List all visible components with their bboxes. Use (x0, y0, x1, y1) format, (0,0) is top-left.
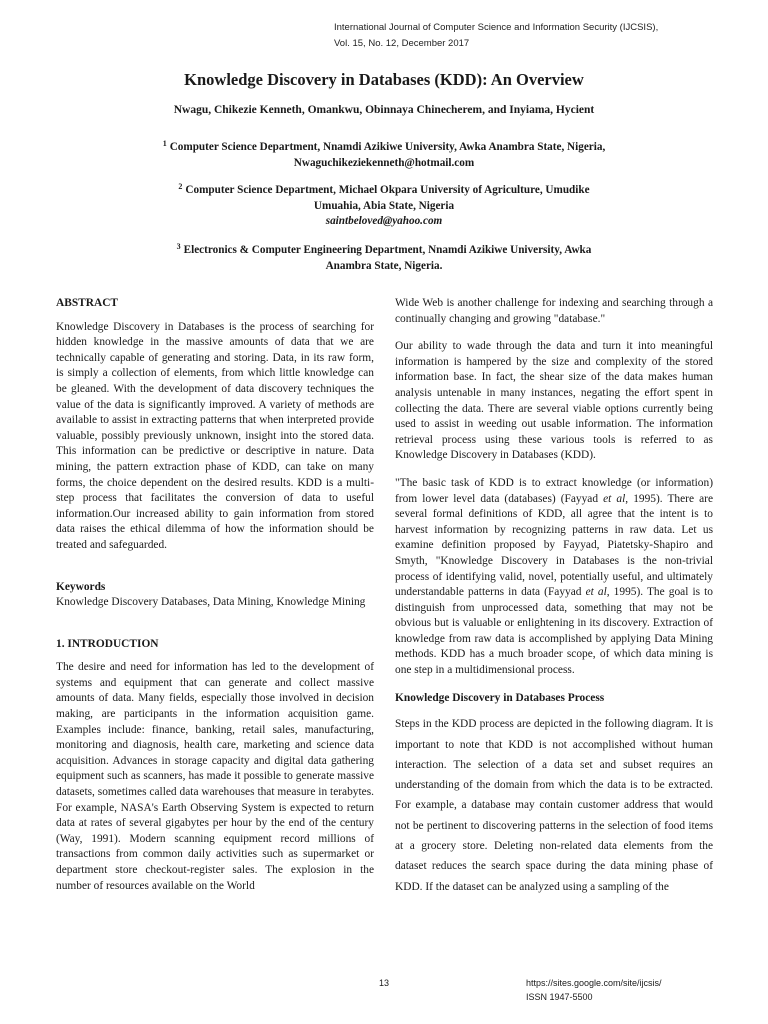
affiliation-2-number: 2 (178, 182, 183, 191)
affiliation-3-line1: Electronics & Computer Engineering Department, Nnamdi Azikiwe University, Awka (183, 244, 592, 256)
citation-et-al-2: et al (585, 586, 607, 599)
footer-info (526, 976, 662, 1004)
paper-title: Knowledge Discovery in Databases (KDD): An Overview (184, 70, 584, 89)
affiliation-3-number: 3 (176, 242, 181, 251)
affiliation-1 (120, 136, 648, 171)
journal-header-line1: International Journal of Computer Science and Information Security (IJCSIS), (334, 22, 659, 33)
abstract-text: Knowledge Discovery in Databases is the process of searching for hidden knowledge in the massive amounts of data that we are technically capable of generating and storing. Data, in its raw form, is simply a collection of elements, from which little knowledge can be gleaned. With the development of data discovery techniques the value of the data is significantly improved. A variety of methods are available to assist in extracting patterns that when interpreted provide valuable, possibly previously unknown, insight into the stored data. This information can be predictive or descriptive in nature. Data mining, the pattern extraction phase of KDD, can take on many forms, the choice dependent on the desired results. KDD is a multi-step process that facilitates the conversion of data to useful information.Our increased ability to gain information from stored data raises the ethical dilemma of how the information should be treated and safeguarded. (56, 320, 374, 551)
affiliation-2-line1: Computer Science Department, Michael Okpara University of Agriculture, Umudike (185, 184, 590, 196)
kdd-definition-paragraph (395, 476, 713, 679)
affiliation-3 (120, 239, 648, 274)
kdd-definition-part3: , 1995). The goal is to distinguish from unprocessed data, something that may not be obvious but is valuable or enlightening in its discovery. Extraction of knowledge from raw data is accomplished by applying Data Mining methods. KDD has a much broader scope, of which data mining is one step in a multidimensional process. (395, 586, 713, 677)
kdd-process-heading: Knowledge Discovery in Databases Process (395, 691, 605, 704)
author-list: Nwagu, Chikezie Kenneth, Omankwu, Obinnaya Chinecherem, and Inyiama, Hycient (173, 104, 595, 116)
page-number: 13 (379, 978, 390, 988)
footer-issn: ISSN 1947-5500 (526, 992, 593, 1002)
journal-header-line2: Vol. 15, No. 12, December 2017 (334, 38, 470, 49)
affiliation-3-line2: Anambra State, Nigeria. (325, 259, 443, 272)
kdd-process-paragraph: Steps in the KDD process are depicted in the following diagram. It is important to note that KDD is not accomplished without human interaction. The selection of a data set and subset requires an understanding of the domain from which the data is to be extracted. For example, a database may contain customer address that would not be pertinent to discovering patterns in the selection of food items at a grocery store. Deleting non-related data elements from the dataset reduces the search space during the data mining phase of KDD. If the dataset can be analyzed using a sampling of the (395, 718, 713, 893)
affiliation-1-line1: Computer Science Department, Nnamdi Azikiwe University, Awka Anambra State, Nigeria, (169, 141, 606, 153)
journal-header (334, 20, 658, 52)
left-column (56, 296, 374, 894)
right-column (395, 296, 713, 897)
affiliation-2-line2: Umuahia, Abia State, Nigeria (313, 199, 455, 212)
footer-url: https://sites.google.com/site/ijcsis/ (526, 978, 662, 988)
citation-et-al-1: et al (603, 492, 626, 505)
keywords-heading: Keywords (56, 580, 106, 593)
introduction-heading: 1. INTRODUCTION (56, 637, 159, 650)
affiliation-2-email: saintbeloved@yahoo.com (325, 215, 443, 227)
introduction-text: The desire and need for information has led to the development of systems and equipment that can generate and collect massive amounts of data. Many fields, especially those involved in decision making, are participants in the information acquisition game. Examples include: finance, banking, retail sales, manufacturing, monitoring and diagnosis, health care, marketing and science data acquisition. Advances in storage capacity and digital data gathering equipment such as scanners, has made it possible to generate massive datasets, sometimes called data warehouses that measure in terabytes. For example, NASA's Earth Observing System is expected to return data at rates of several gigabytes per hour by the end of the century (Way, 1991). Modern scanning equipment record millions of transactions from common daily activities such as supermarket or department store checkout-register sales. The explosion in the number of resources available on the World (56, 661, 374, 892)
kdd-definition-part1: "The basic task of KDD is to extract knowledge (or information) from lower level data (databases) (Fayyad (395, 476, 713, 505)
affiliation-1-email: Nwaguchikeziekenneth@hotmail.com (293, 156, 475, 169)
web-database-paragraph: Wide Web is another challenge for indexing and searching through a continually changing and growing "database." (395, 297, 713, 325)
wade-through-paragraph: Our ability to wade through the data and turn it into meaningful information is hampered by the size and complexity of the stored information base. In fact, the shear size of the data makes human analysis untenable in many instances, negating the effort spent in collecting the data. There are several viable options currently being used to assist in weeding out usable information. The information retrieval process using these various tools is referred to as Knowledge Discovery in Databases (KDD). (395, 340, 713, 462)
affiliation-1-number: 1 (162, 139, 167, 148)
abstract-heading: ABSTRACT (56, 297, 119, 309)
keywords-text: Knowledge Discovery Databases, Data Mining, Knowledge Mining (56, 596, 366, 609)
kdd-definition-part2: , 1995). There are several formal definitions of KDD, all agree that the intent is to harvest information by recognizing patterns in raw data. Let us examine definition proposed by Fayyad, Piatetsky-Shapiro and Smyth, "Knowledge Discovery in Databases is the non-trivial process of identifying valid, novel, potentially useful, and ultimately understandable patterns in data (Fayyad (395, 492, 713, 599)
affiliation-2 (120, 179, 648, 230)
